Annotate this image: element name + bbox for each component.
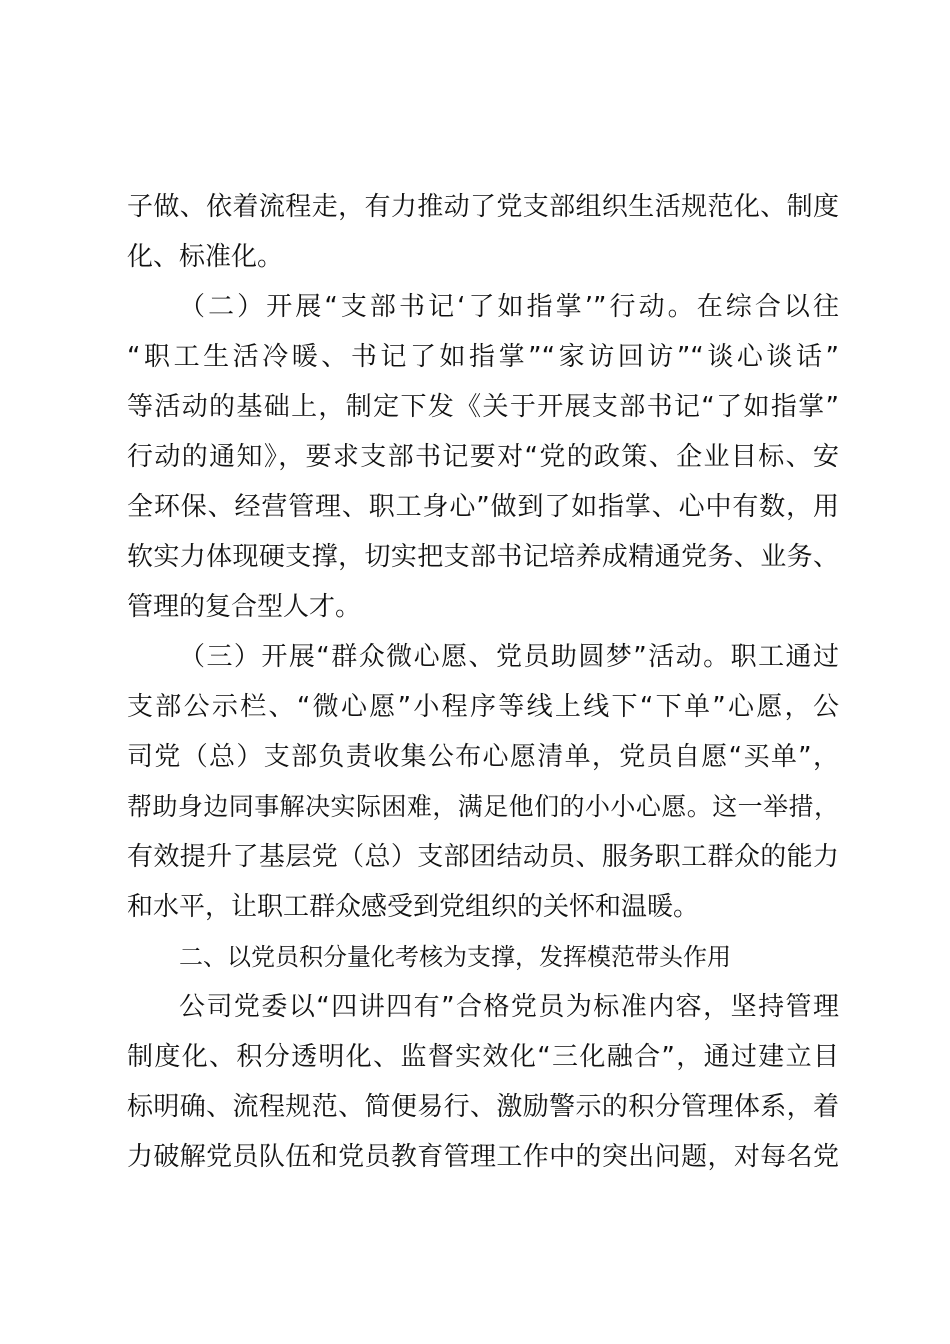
paragraph-line: 等活动的基础上，制定下发《关于开展支部书记“了如指掌” — [127, 392, 839, 422]
paragraph-line: 子做、依着流程走，有力推动了党支部组织生活规范化、制度 — [127, 192, 839, 222]
paragraph-line: 软实力体现硬支撑，切实把支部书记培养成精通党务、业务、 — [127, 542, 839, 572]
paragraph-line: 公司党委以“四讲四有”合格党员为标准内容，坚持管理 — [179, 992, 839, 1022]
paragraph-line: 行动的通知》，要求支部书记要对“党的政策、企业目标、安 — [127, 442, 839, 472]
paragraph-line: 有效提升了基层党（总）支部团结动员、服务职工群众的能力 — [127, 842, 839, 872]
paragraph-line: 司党（总）支部负责收集公布心愿清单，党员自愿“买单”， — [127, 742, 839, 772]
paragraph-line: 制度化、积分透明化、监督实效化“三化融合”，通过建立目 — [127, 1042, 839, 1072]
document-body — [127, 182, 839, 1182]
paragraph-line: 和水平，让职工群众感受到党组织的关怀和温暖。 — [127, 892, 700, 922]
paragraph-line: （二）开展“支部书记‘了如指掌’”行动。在综合以往 — [179, 292, 839, 322]
paragraph-line: 力破解党员队伍和党员教育管理工作中的突出问题，对每名党 — [127, 1142, 839, 1172]
paragraph-line: 管理的复合型人才。 — [127, 592, 362, 622]
paragraph-line: 全环保、经营管理、职工身心”做到了如指掌、心中有数，用 — [127, 492, 839, 522]
paragraph-line: 化、标准化。 — [127, 242, 284, 272]
paragraph-line: 支部公示栏、“微心愿”小程序等线上线下“下单”心愿，公 — [127, 692, 839, 722]
paragraph-line: （三）开展“群众微心愿、党员助圆梦”活动。职工通过 — [179, 642, 839, 672]
section-heading: 二、以党员积分量化考核为支撑，发挥模范带头作用 — [179, 943, 731, 971]
paragraph-line: 帮助身边同事解决实际困难，满足他们的小小心愿。这一举措， — [127, 792, 839, 821]
paragraph-line: 标明确、流程规范、简便易行、激励警示的积分管理体系，着 — [127, 1092, 839, 1122]
paragraph-line: “职工生活冷暖、书记了如指掌”“家访回访”“谈心谈话” — [127, 342, 839, 372]
